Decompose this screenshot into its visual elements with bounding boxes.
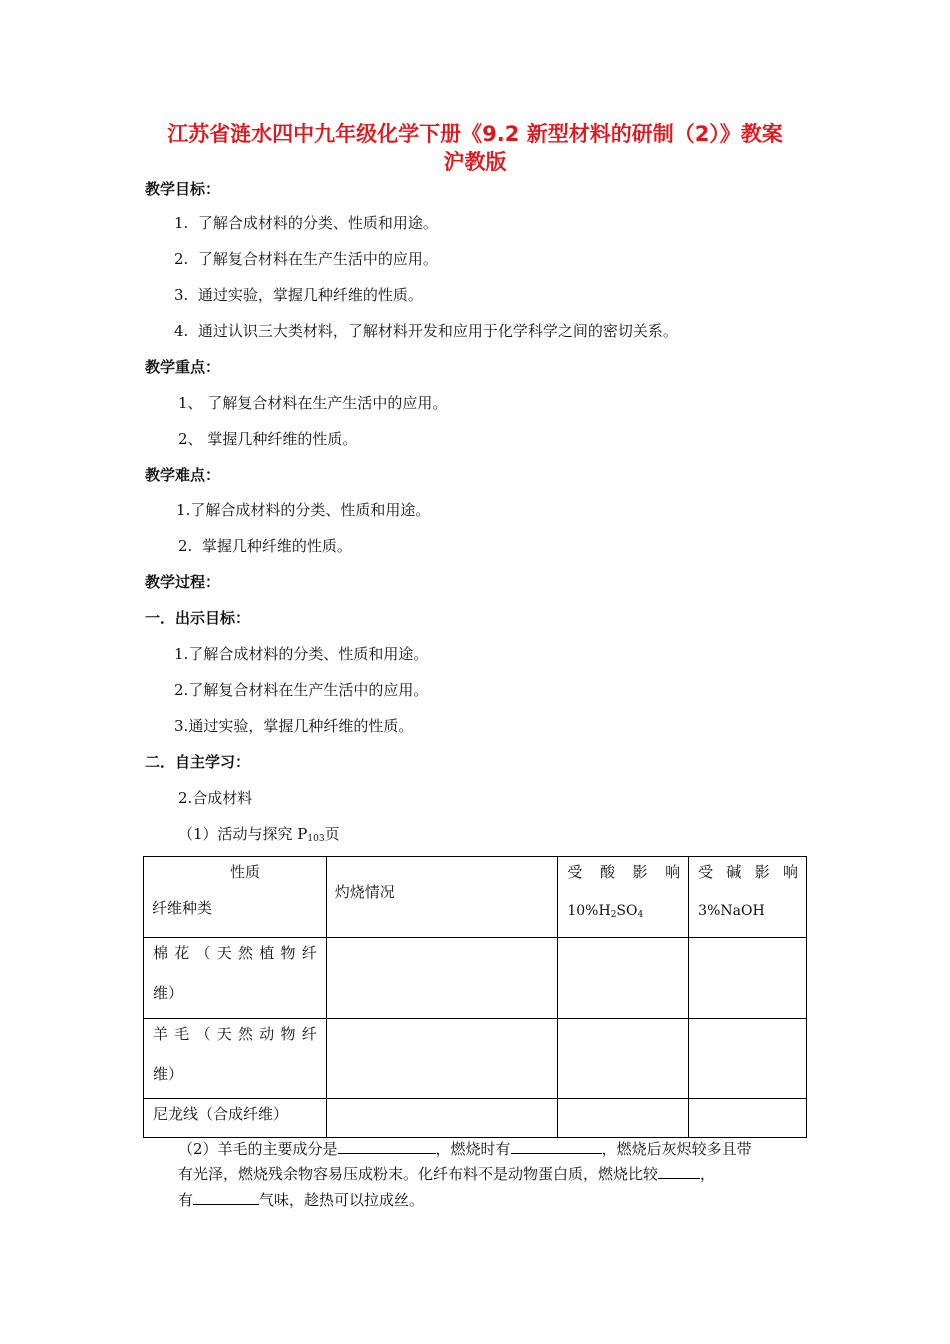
header-fiber-type-label: 纤维种类: [152, 899, 213, 917]
header-property-label: 性质: [230, 863, 261, 881]
goal-num: 2.: [174, 250, 189, 268]
goal-text: 通过认识三大类材料，了解材料开发和应用于化学科学之间的密切关系。: [197, 322, 678, 340]
table-row: [144, 938, 807, 1019]
question2-line-2: [178, 1163, 715, 1184]
section1-text: 了解合成材料的分类、性质和用途。: [188, 645, 429, 663]
base-answer-cell[interactable]: [689, 1099, 807, 1138]
goal-text: 了解复合材料在生产生活中的应用。: [197, 250, 438, 268]
activity-suffix: 页: [324, 825, 340, 843]
fiber-name-cell: [144, 1019, 327, 1099]
acid-answer-cell[interactable]: [558, 938, 689, 1019]
blank-wool-component[interactable]: [338, 1138, 436, 1154]
base-answer-cell[interactable]: [689, 1019, 807, 1099]
key-point-text: 了解复合材料在生产生活中的应用。: [207, 394, 448, 412]
table-row: [144, 1019, 807, 1099]
section2-subheading: 2.合成材料: [178, 789, 253, 807]
question2-text: 气味，趁热可以拉成丝。: [259, 1191, 425, 1209]
table-row: [144, 1099, 807, 1138]
section1-item-2: [174, 680, 428, 700]
base-answer-cell[interactable]: [689, 938, 807, 1019]
process-heading: 教学过程：: [145, 573, 221, 591]
activity-page-number: 103: [307, 834, 325, 844]
header-base-reagent: 3%NaOH: [698, 903, 765, 919]
difficulty-num: 1.: [176, 501, 191, 519]
header-burn-label: 灼烧情况: [334, 883, 395, 901]
question2-text: ，燃烧后灰烬较多且带: [601, 1140, 752, 1158]
question2-text: 有: [178, 1191, 194, 1209]
question2-line-3: [178, 1189, 424, 1210]
fiber-name-cell: [144, 938, 327, 1019]
question2-line-1: [178, 1138, 752, 1159]
acid-answer-cell[interactable]: [558, 1019, 689, 1099]
acid-reagent-part: 10%H: [567, 903, 611, 919]
section1-heading: 一．出示目标：: [145, 609, 251, 627]
fiber-name-line-2: 维）: [153, 984, 184, 1002]
acid-answer-cell[interactable]: [558, 1099, 689, 1138]
difficulty-text: 掌握几种纤维的性质。: [201, 537, 352, 555]
fiber-property-table: [143, 856, 807, 1138]
question2-text: ，燃烧时有: [435, 1140, 511, 1158]
goal-item-4: [174, 321, 678, 341]
key-points-heading: 教学重点：: [145, 358, 221, 376]
acid-reagent-part: SO: [616, 903, 638, 919]
goal-item-2: [174, 249, 438, 269]
difficulty-num: 2.: [178, 537, 193, 555]
goal-num: 3.: [174, 286, 189, 304]
burn-answer-cell[interactable]: [326, 938, 558, 1019]
section1-item-3: [174, 716, 413, 736]
question2-text: （2）羊毛的主要成分是: [178, 1140, 338, 1158]
acid-reagent-sub: 4: [637, 910, 644, 920]
section1-num: 3.: [174, 717, 189, 735]
burn-answer-cell[interactable]: [326, 1019, 558, 1099]
header-acid-cell: [558, 857, 689, 938]
key-point-item-2: [178, 429, 357, 449]
question2-text: ，: [700, 1165, 716, 1183]
section1-text: 通过实验，掌握几种纤维的性质。: [188, 717, 414, 735]
difficulty-item-1: [176, 500, 430, 520]
title-line-2: 沪教版: [443, 150, 507, 174]
goal-num: 1.: [174, 214, 189, 232]
fiber-name-line-2: 维）: [153, 1065, 184, 1083]
header-acid-reagent: [567, 903, 643, 920]
key-point-text: 掌握几种纤维的性质。: [207, 430, 358, 448]
fiber-name-cell: [144, 1099, 327, 1138]
key-point-num: 1、: [178, 394, 203, 412]
section1-text: 了解复合材料在生产生活中的应用。: [188, 681, 429, 699]
goal-text: 了解合成材料的分类、性质和用途。: [197, 214, 438, 232]
fiber-name-line-1: 羊毛（天然动物纤: [153, 1025, 317, 1043]
section1-item-1: [174, 644, 428, 664]
difficulty-item-2: [178, 536, 352, 556]
blank-burn-speed[interactable]: [658, 1163, 700, 1179]
title-line-1: 江苏省涟水四中九年级化学下册《9.2 新型材料的研制（2）》教案: [167, 122, 783, 146]
activity-line: [178, 824, 340, 849]
key-point-num: 2、: [178, 430, 203, 448]
fiber-name-line-1: 棉花（天然植物纤: [153, 944, 317, 962]
header-burn-cell: [326, 857, 558, 938]
table-header-row: [144, 857, 807, 938]
goals-heading: 教学目标：: [145, 180, 221, 198]
diagonal-header-cell: [144, 857, 327, 938]
document-title: [120, 120, 830, 176]
header-base-cell: [689, 857, 807, 938]
question2-text: 有光泽，燃烧残余物容易压成粉末。化纤布料不是动物蛋白质，燃烧比较: [178, 1165, 659, 1183]
acid-reagent-sub: 2: [610, 910, 617, 920]
section2-heading: 二．自主学习：: [145, 753, 251, 771]
section1-num: 2.: [174, 681, 189, 699]
blank-odor[interactable]: [193, 1189, 259, 1205]
header-acid-label: 受酸影响: [567, 863, 681, 881]
goal-num: 4.: [174, 322, 189, 340]
section1-num: 1.: [174, 645, 189, 663]
difficulties-heading: 教学难点：: [145, 466, 221, 484]
header-base-label: 受碱影响: [698, 863, 798, 881]
goal-item-1: [174, 213, 438, 233]
fiber-name-line-1: 尼龙线（合成纤维）: [153, 1105, 289, 1123]
blank-burning-smell[interactable]: [511, 1138, 602, 1154]
goal-text: 通过实验，掌握几种纤维的性质。: [197, 286, 423, 304]
difficulty-text: 了解合成材料的分类、性质和用途。: [190, 501, 431, 519]
key-point-item-1: [178, 393, 447, 413]
burn-answer-cell[interactable]: [326, 1099, 558, 1138]
activity-prefix: （1）活动与探究 P: [178, 825, 308, 843]
goal-item-3: [174, 285, 423, 305]
